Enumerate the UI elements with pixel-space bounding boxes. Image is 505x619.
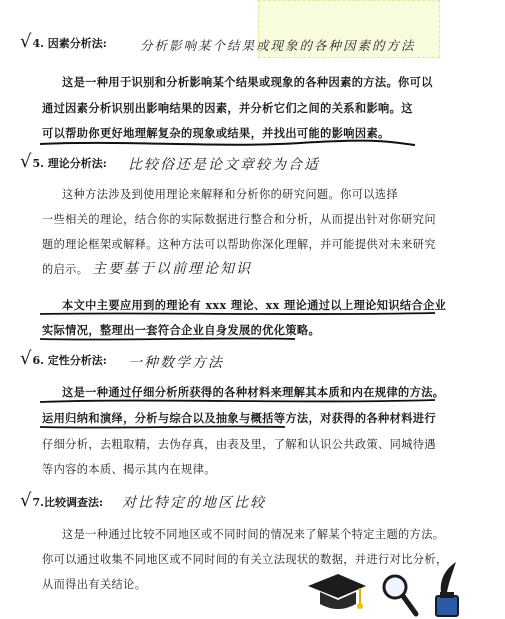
heading-7: √7.比较调查法: — [20, 490, 104, 511]
magnifier-icon — [380, 572, 420, 618]
checkmark-icon: √ — [20, 490, 32, 511]
graduation-cap-icon — [306, 570, 368, 616]
body-line: 的启示。 — [42, 263, 89, 276]
handwritten-note-4: 分析影响某个结果或现象的各种因素的方法 — [140, 38, 416, 53]
checkmark-icon: √ — [20, 151, 32, 172]
heading-5: √5. 理论分析法: — [20, 151, 107, 172]
handwritten-note-6: 一种数学方法 — [128, 355, 224, 371]
body-line: 这是一种用于识别和分析影响某个结果或现象的各种因素的方法。你可以 — [62, 75, 433, 89]
body-line: 通过因素分析识别出影响结果的因素，并分析它们之间的关系和影响。这 — [42, 101, 413, 115]
checkmark-icon: √ — [20, 31, 32, 52]
body-line: 本文中主要应用到的理论有 xxx 理论、xx 理论通过以上理论知识结合企业 — [62, 298, 447, 312]
heading-6: √6. 定性分析法: — [20, 348, 107, 369]
body-line: 这是一种通过比较不同地区或不同时间的情况来了解某个特定主题的方法。 — [62, 528, 445, 541]
body-line: 题的理论框架或解释。这种方法可以帮助你深化理解，并可能提供对未来研究 — [42, 238, 436, 251]
handwritten-note-7: 对比特定的地区比较 — [122, 495, 266, 511]
body-line: 运用归纳和演绎，分析与综合以及抽象与概括等方法，对获得的各种材料进行 — [42, 411, 436, 425]
body-line: 可以帮助你更好地理解复杂的现象或结果，并找出可能的影响因素。 — [42, 126, 390, 140]
pen-underline — [40, 335, 300, 345]
ink-bottle-quill-icon — [426, 560, 466, 618]
heading-4: √4. 因素分析法: — [20, 31, 107, 52]
pen-underline — [40, 310, 440, 320]
body-line: 这种方法涉及到使用理论来解释和分析你的研究问题。你可以选择 — [62, 188, 399, 201]
pen-underline — [40, 397, 440, 407]
body-line: 从而得出有关结论。 — [42, 578, 147, 591]
body-line: 实际情况，整理出一套符合企业自身发展的优化策略。 — [42, 323, 321, 337]
body-line: 你可以通过收集不同地区或不同时间的有关立法现状的数据，并进行对比分析， — [42, 553, 448, 566]
pen-underline — [40, 138, 420, 152]
body-line: 仔细分析，去粗取精，去伪存真，由表及里，了解和认识公共政策、同城待遇 — [42, 438, 436, 451]
pen-underline — [40, 423, 290, 433]
body-line: 这是一种通过仔细分析所获得的各种材料来理解其本质和内在规律的方法。 — [62, 385, 445, 399]
checkmark-icon: √ — [20, 348, 32, 369]
handwritten-note-5b: 主要基于以前理论知识 — [92, 261, 252, 277]
handwritten-note-5: 比较俗还是论文章较为合适 — [128, 157, 320, 173]
body-line: 一些相关的理论，结合你的实际数据进行整合和分析，从而提出针对你研究问 — [42, 213, 436, 226]
body-line: 等内容的本质、揭示其内在规律。 — [42, 463, 216, 476]
